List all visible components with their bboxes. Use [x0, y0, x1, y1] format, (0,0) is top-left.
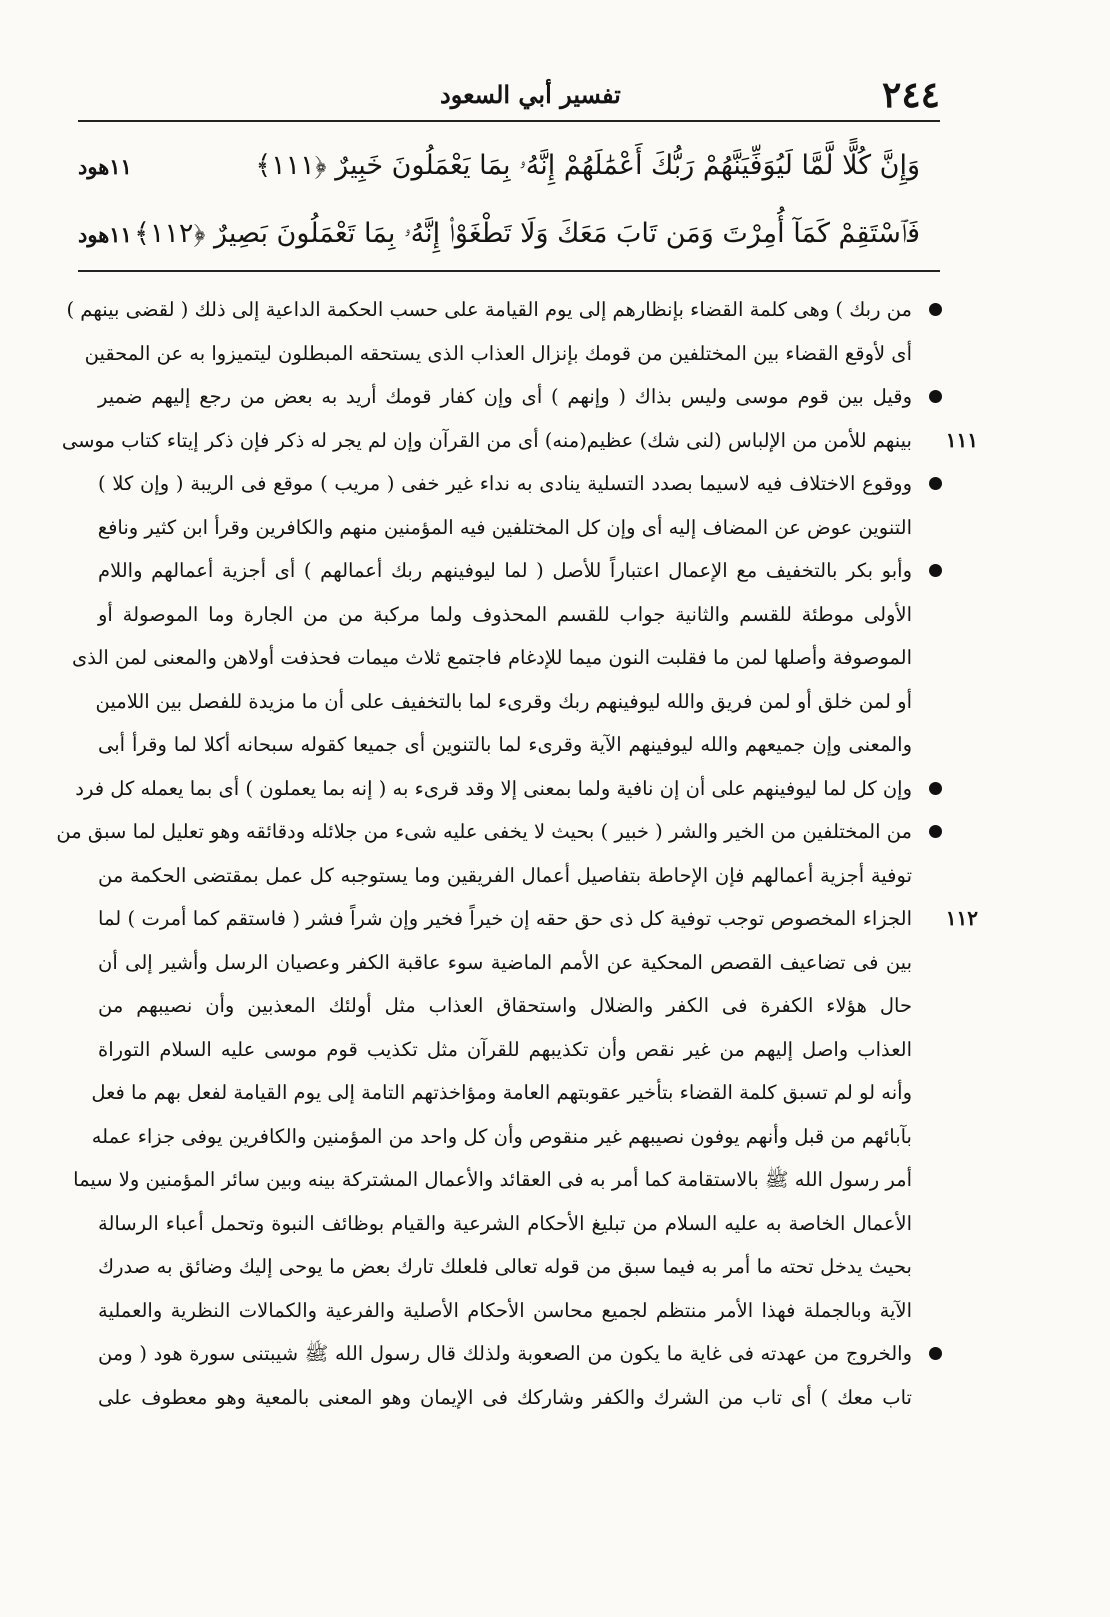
bullet-marker-icon — [929, 303, 942, 316]
verse-text: فَٱسْتَقِمْ كَمَآ أُمِرْتَ وَمَن تَابَ مَعَكَ وَلَا تَطْغَوْا۟ إِنَّهُۥ بِمَا تَعْمَلُونَ بَصِيرٌ ﴿١١٢﴾ — [134, 218, 920, 249]
commentary-text: توفية أجزية أعمالهم فإن الإحاطة بتفاصيل أعمال الفريقين وما يستوجبه كل عمل بمقتضى الحكمة من — [98, 863, 912, 887]
commentary-line — [70, 941, 950, 985]
commentary-text: ووقوع الاختلاف فيه لاسيما بصدد التسلية ينادى به نداء غير خفى ( مريب ) موقع فى الريبة ( وإن كلا ) — [98, 472, 912, 495]
commentary-text: الموصوفة وأصلها لمن ما فقلبت النون ميما للإدغام فاجتمع ثلاث ميمات فحذفت أولاهن والمعنى لمن الذى — [71, 646, 912, 669]
commentary-text: أى لأوقع القضاء بين المختلفين من قومك بإنزال العذاب الذى يستحقه المبطلون ليتميزوا به عن المحقين — [84, 341, 912, 365]
bullet-marker-icon — [929, 825, 942, 838]
commentary-line — [70, 1115, 950, 1159]
commentary-text: من ربك ) وهى كلمة القضاء بإنظارهم إلى يوم القيامة على حسب الحكمة الداعية إلى ذلك ( لقضى بينهم ) — [66, 298, 912, 321]
commentary-line — [70, 1245, 950, 1289]
verse-line — [78, 146, 920, 194]
commentary-text: وأنه لو لم تسبق كلمة القضاء بتأخير عقوبتهم العامة ومؤاخذتهم التامة إلى يوم القيامة لفعل بهم ما فعل — [91, 1081, 912, 1104]
commentary-text: الجزاء المخصوص توجب توفية كل ذى حق حقه إن خيراً فخير وإن شراً فشر ( فاستقم كما أمرت ) لما — [98, 907, 912, 930]
commentary-line — [70, 593, 950, 637]
verse-number: ١١١ — [945, 427, 978, 452]
commentary-text: الأعمال الخاصة به عليه السلام من تبليغ الأحكام الشرعية والقيام بوظائف النبوة وتحمل أعباء الرسالة — [98, 1211, 912, 1235]
book-title: تفسير أبي السعود — [440, 80, 621, 109]
commentary-line — [70, 1158, 950, 1202]
commentary-text: بآبائهم من قبل وأنهم يوفون نصيبهم غير منقوص وأن كل واحد من المؤمنين والكافرين يوفى جزاء عمله — [91, 1124, 912, 1148]
commentary-text: بينهم للأمن من الإلباس (لنى شك) عظيم(منه) أى من القرآن وإن لم يجر له ذكر فإن ذكر إيتاء كتاب موسى — [61, 428, 912, 452]
page-number: ٢٤٤ — [881, 74, 940, 116]
commentary-line — [66, 288, 950, 332]
commentary-line — [70, 462, 950, 506]
bullet-marker-icon — [929, 564, 942, 577]
commentary-text: حال هؤلاء الكفرة فى الكفر والضلال واستحقاق العذاب مثل أولئك المعذبين وأن نصيبهم من — [98, 994, 912, 1017]
commentary-line — [70, 897, 978, 941]
verse-text: وَإِنَّ كُلًّا لَّمَّا لَيُوَفِّيَنَّهُمْ رَبُّكَ أَعْمَٰلَهُمْ إِنَّهُۥ بِمَا يَعْمَلُونَ خَبِيرٌ ﴿١١١﴾ — [255, 150, 920, 181]
commentary-text: بحيث يدخل تحته ما أمر به فيما سبق من قوله تعالى فلعلك تارك بعض ما يوحى إليك وضائق به صدرك — [98, 1255, 912, 1278]
commentary-line — [70, 1376, 950, 1420]
commentary-text: بين فى تضاعيف القصص المحكية عن الأمم الماضية سوء عاقبة الكفر وعصيان الرسل وأشير إلى أن — [98, 950, 912, 974]
commentary-line — [70, 332, 950, 376]
commentary-line — [70, 506, 950, 550]
bullet-marker-icon — [929, 1347, 942, 1360]
commentary-text: والمعنى وإن جميعهم والله ليوفينهم الآية وقرىء لما بالتنوين أى جميعا كقوله سبحانه أكلا لما وقرأ أبى — [98, 733, 912, 756]
commentary-line — [70, 984, 950, 1028]
commentary-line — [70, 375, 950, 419]
commentary-line — [70, 1071, 950, 1115]
commentary-line — [70, 1202, 950, 1246]
commentary-line — [70, 854, 950, 898]
commentary-line — [70, 1289, 950, 1333]
commentary-line — [70, 767, 950, 811]
commentary-line — [70, 1028, 950, 1072]
commentary-text: تاب معك ) أى تاب من الشرك والكفر وشاركك فى الإيمان وهو المعنى بالمعية وهو معطوف على — [98, 1385, 912, 1409]
commentary-line — [70, 680, 950, 724]
page-header — [120, 74, 940, 120]
commentary-text: من المختلفين من الخير والشر ( خبير ) بحيث لا يخفى عليه شىء من جلائله ودقائقه وهو تعليل لما سبق من — [56, 820, 912, 843]
verse-number: ١١٢ — [945, 906, 978, 930]
commentary-text: وأبو بكر بالتخفيف مع الإعمال اعتباراً للأصل ( لما ليوفينهم ربك أعمالهم ) أى أجزية أعمالهم واللام — [98, 559, 912, 582]
verse-reference: ١١هود — [78, 154, 132, 179]
commentary-text: وقيل بين قوم موسى وليس بذاك ( وإنهم ) أى وإن كفار قومك أريد به بعض من رجع إليهم ضمير — [98, 385, 912, 408]
commentary-line — [56, 810, 950, 854]
commentary-body — [56, 288, 978, 1419]
commentary-text: وإن كل لما ليوفينهم على أن إن نافية ولما بمعنى إلا وقد قرىء به ( إنه بما يعملون ) أى بما يعمله كل فرد — [75, 776, 912, 800]
header-rule — [78, 120, 940, 122]
verse-line — [78, 214, 920, 262]
commentary-text: التنوين عوض عن المضاف إليه أى وإن كل المختلفين فيه المؤمنين منهم والكافرين وقرأ ابن كثير ونافع — [97, 515, 912, 539]
commentary-text: أو لمن خلق أو لمن فريق والله ليوفينهم ربك وقرىء لما بالتخفيف على أن ما مزيدة للفصل بين اللامين — [95, 689, 912, 713]
verse-reference: ١١هود — [78, 222, 132, 247]
commentary-line — [70, 636, 950, 680]
commentary-text: العذاب واصل إليهم من غير نقص وأن تكذيبهم للقرآن مثل تكذيب قوم موسى عليه السلام التوراة — [98, 1037, 912, 1061]
commentary-text: الآية وبالجملة فهذا الأمر منتظم لجميع محاسن الأحكام الأصلية والفرعية والكمالات النظرية والعملية — [98, 1298, 912, 1322]
commentary-line — [70, 549, 950, 593]
commentary-line — [70, 723, 950, 767]
commentary-line — [61, 419, 978, 463]
bullet-marker-icon — [929, 782, 942, 795]
bullet-marker-icon — [929, 477, 942, 490]
bullet-marker-icon — [929, 390, 942, 403]
commentary-text: الأولى موطئة للقسم والثانية جواب للقسم المحذوف ولما مركبة من من الجارة وما الموصولة أو — [98, 602, 912, 626]
commentary-line — [70, 1332, 950, 1376]
verse-rule — [78, 270, 940, 272]
commentary-text: أمر رسول الله ﷺ بالاستقامة كما أمر به فى العقائد والأعمال المشتركة بينه وبين سائر المؤمنين ولا سيما — [73, 1168, 912, 1191]
commentary-text: والخروج من عهدته فى غاية ما يكون من الصعوبة ولذلك قال رسول الله ﷺ شيبتنى سورة هود ( ومن — [98, 1342, 912, 1365]
